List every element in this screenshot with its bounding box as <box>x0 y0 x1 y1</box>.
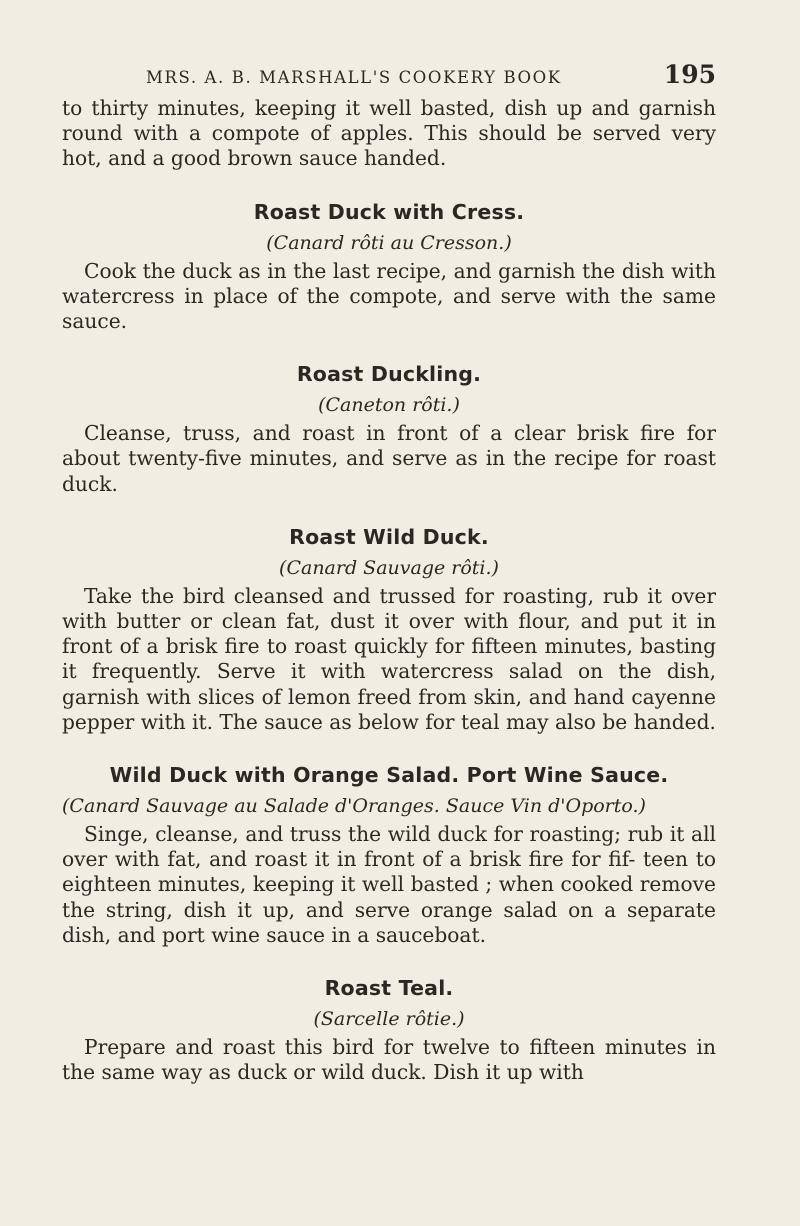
recipe-body: Take the bird cleansed and trussed for roasting, rub it over with butter or clean fat, dust it over with flour, and put it in front of a brisk fire to roast quickly for fifteen minutes, basting it frequently. Serve it with watercress salad on the dish, garnish with slices of lemon freed from skin, and hand cayenne pepper with it. The sauce as below for teal may also be handed. <box>62 583 716 734</box>
recipe-roast-wild-duck <box>62 524 716 735</box>
recipe-roast-duck-with-cress <box>62 199 716 335</box>
recipe-roast-teal <box>62 975 716 1085</box>
recipe-body: Singe, cleanse, and truss the wild duck for roasting; rub it all over with fat, and roast it in front of a brisk fire for fif- teen to eighteen minutes, keeping it well basted ; when cooked remove the string, dish it up, and serve orange salad on a separate dish, and port wine sauce in a sauceboat. <box>62 822 716 947</box>
recipe-body: Prepare and roast this bird for twelve to fifteen minutes in the same way as duck or wild duck. Dish it up with <box>62 1035 716 1085</box>
recipe-subtitle: (Caneton rôti.) <box>318 394 460 417</box>
intro-paragraph: to thirty minutes, keeping it well basted, dish up and garnish round with a compote of apples. This should be served very hot, and a good brown sauce handed. <box>62 96 716 171</box>
recipe-subtitle: (Canard Sauvage rôti.) <box>279 556 499 579</box>
recipe-title: Roast Teal. <box>324 976 454 1001</box>
recipe-title: Roast Duck with Cress. <box>253 199 525 224</box>
recipe-title: Roast Wild Duck. <box>289 524 489 549</box>
recipe-title: Wild Duck with Orange Salad. Port Wine Sauce. <box>109 763 669 788</box>
running-header <box>146 60 716 96</box>
recipe-title: Roast Duckling. <box>296 362 482 387</box>
page-number: 195 <box>663 60 716 89</box>
running-title: MRS. A. B. MARSHALL'S COOKERY BOOK <box>146 68 562 87</box>
recipe-subtitle: (Canard rôti au Cresson.) <box>266 231 512 254</box>
recipe-roast-duckling <box>62 361 716 497</box>
recipe-body: Cook the duck as in the last recipe, and garnish the dish with watercress in place of the compote, and serve with the same sauce. <box>62 258 716 334</box>
recipe-wild-duck-orange-salad <box>62 762 716 948</box>
recipe-subtitle: (Sarcelle rôtie.) <box>313 1008 465 1031</box>
recipe-body: Cleanse, truss, and roast in front of a clear brisk fire for about twenty-five minutes, and serve as in the recipe for roast duck. <box>62 421 716 496</box>
recipe-subtitle: (Canard Sauvage au Salade d'Oranges. Sauce Vin d'Oporto.) <box>62 795 646 818</box>
